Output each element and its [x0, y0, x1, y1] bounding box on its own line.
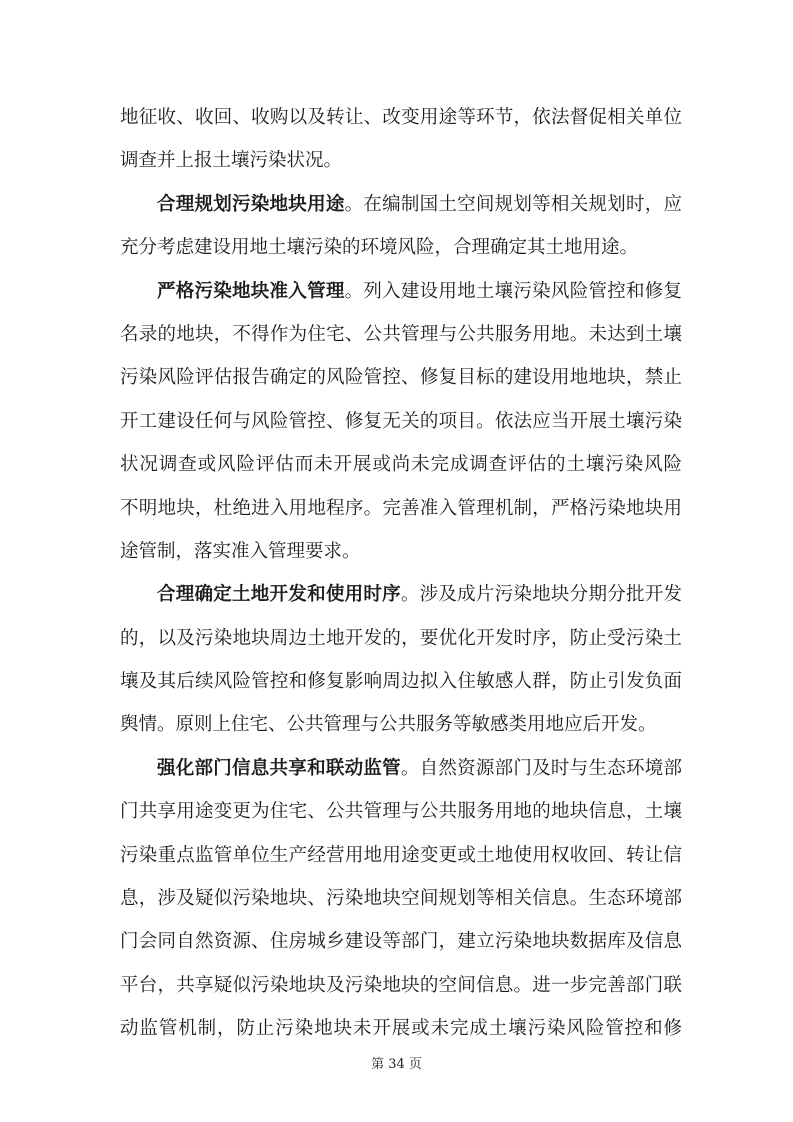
text-line [120, 400, 682, 443]
section-heading-line [120, 183, 682, 226]
text-line [120, 226, 682, 269]
section-heading: 严格污染地块准入管理 [157, 280, 345, 302]
text-line [120, 356, 682, 399]
line-text: 动监管机制，防止污染地块未开展或未完成土壤污染风险管控和修 [120, 1018, 682, 1040]
text-line [120, 530, 682, 573]
text-line [120, 487, 682, 530]
line-text: 污染重点监管单位生产经营用地用途变更或土地使用权收回、转让信 [120, 844, 682, 866]
text-line [120, 834, 682, 877]
line-text: 途管制，落实准入管理要求。 [120, 540, 361, 562]
line-text: 壤及其后续风险管控和修复影响周边拟入住敏感人群，防止引发负面 [120, 671, 682, 693]
line-text: 。涉及成片污染地块分期分批开发 [400, 584, 682, 606]
body-text [120, 96, 682, 1051]
line-text: 息，涉及疑似污染地块、污染地块空间规划等相关信息。生态环境部 [120, 888, 682, 910]
text-line [120, 139, 682, 182]
line-text: 状况调查或风险评估而未开展或尚未完成调查评估的土壤污染风险 [120, 454, 682, 476]
line-text: 舆情。原则上住宅、公共管理与公共服务等敏感类用地应后开发。 [120, 714, 657, 736]
text-line [120, 1007, 682, 1050]
section-heading-line [120, 747, 682, 790]
line-text: 不明地块，杜绝进入用地程序。完善准入管理机制，严格污染地块用 [120, 497, 682, 519]
line-text: 的，以及污染地块周边土地开发的，要优化开发时序，防止受污染土 [120, 627, 682, 649]
line-text: 调查并上报土壤污染状况。 [120, 150, 343, 172]
line-text: 开工建设任何与风险管控、修复无关的项目。依法应当开展土壤污染 [120, 410, 682, 432]
text-line [120, 920, 682, 963]
line-text: 地征收、收回、收购以及转让、改变用途等环节，依法督促相关单位 [120, 107, 682, 128]
text-line [120, 443, 682, 486]
line-text: 名录的地块，不得作为住宅、公共管理与公共服务用地。未达到土壤 [120, 323, 682, 345]
text-line [120, 617, 682, 660]
line-text: 。列入建设用地土壤污染风险管控和修复 [344, 280, 682, 302]
text-line [120, 96, 682, 139]
section-heading-line [120, 270, 682, 313]
page-number: 第 34 页 [371, 1057, 422, 1072]
line-text: 充分考虑建设用地土壤污染的环境风险，合理确定其土地用途。 [120, 237, 639, 259]
section-heading: 合理规划污染地块用途 [157, 193, 345, 215]
line-text: 门会同自然资源、住房城乡建设等部门，建立污染地块数据库及信息 [120, 931, 682, 953]
section-heading: 合理确定土地开发和使用时序 [157, 584, 401, 606]
text-line [120, 313, 682, 356]
line-text: 。自然资源部门及时与生态环境部 [400, 757, 682, 779]
line-text: 污染风险评估报告确定的风险管控、修复目标的建设用地地块，禁止 [120, 367, 682, 389]
text-line [120, 660, 682, 703]
text-line [120, 964, 682, 1007]
line-text: 。在编制国土空间规划等相关规划时，应 [344, 193, 682, 215]
line-text: 平台，共享疑似污染地块及污染地块的空间信息。进一步完善部门联 [120, 974, 682, 996]
text-line [120, 790, 682, 833]
line-text: 门共享用途变更为住宅、公共管理与公共服务用地的地块信息，土壤 [120, 801, 682, 823]
text-line [120, 703, 682, 746]
section-heading: 强化部门信息共享和联动监管 [157, 757, 401, 779]
section-heading-line [120, 573, 682, 616]
text-line [120, 877, 682, 920]
